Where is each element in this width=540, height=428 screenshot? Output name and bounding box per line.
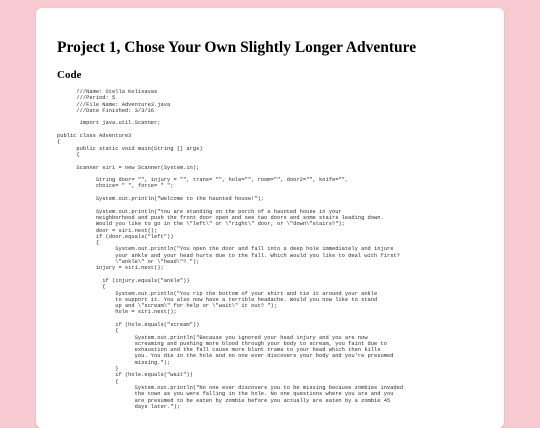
code-block xyxy=(57,89,497,410)
code-line: exhaustion and the fall cause more blunt trama to your head which then kills xyxy=(57,347,381,354)
code-line: { xyxy=(57,151,80,158)
code-line: System.out.println("You open the door and fall into a deep hole immediately and injure xyxy=(57,246,394,253)
code-line: your ankle and your head hurts due to the fall. Which would you like to deal with first? xyxy=(57,252,400,259)
code-line: neighborhood and push the front door open and see two doors and some stairs leading down. xyxy=(57,214,384,221)
code-line: up and \"scream\" for help or \"wait\" it out? "); xyxy=(57,303,277,310)
code-line: ///Date Finished: 3/3/16 xyxy=(57,107,155,114)
code-line: if (hole.equals("scream")) xyxy=(57,321,200,328)
code-line: System.out.println("You are standing on the porch of a haunted house in your xyxy=(57,208,342,215)
code-line: if (door.equals("left")) xyxy=(57,233,174,240)
code-line: are presumed to be eaten by zombie before you actually are eaten by a zombie 45 xyxy=(57,397,391,404)
code-line: missing."); xyxy=(57,359,171,366)
code-line: { xyxy=(57,378,119,385)
code-line: to support it. You also now have a terrible headache. Would you now like to stand xyxy=(57,296,378,303)
code-line: injury = siri.next(); xyxy=(57,265,164,272)
code-line: Would you like to go in the \"left\" or \"right\" door, or \"down\"stairs?"); xyxy=(57,221,345,228)
code-line: ///File Name: Adventure3.java xyxy=(57,101,171,108)
code-line: screaming and pushing more blood through your body to scream, you faint due to xyxy=(57,340,387,347)
code-line: days later."); xyxy=(57,403,180,410)
code-line: Scanner siri = new Scanner(System.in); xyxy=(57,164,200,171)
code-line: door = siri.next(); xyxy=(57,227,158,234)
code-line: \"ankle\" or \"head\"? "); xyxy=(57,259,200,266)
code-line: System.out.println("Welcome to the haunted house!"); xyxy=(57,196,265,203)
code-line: you. You die in the hole and no one ever discovers your body and you're presumed xyxy=(57,353,394,360)
content-card xyxy=(36,8,504,428)
code-line: } xyxy=(57,366,119,373)
code-line: the town as you were falling in the hole. No one questions where you are and you xyxy=(57,391,394,398)
code-line: { xyxy=(57,328,119,335)
code-line: { xyxy=(57,139,61,146)
code-line: choice= " ", force= " "; xyxy=(57,183,174,190)
code-line: ///Name: Stella Kolisavas xyxy=(57,89,158,95)
code-line: String door= "", injury = "", trans= "", hole="", room="", door2="", knife="", xyxy=(57,177,349,184)
code-line: public class Adventure3 xyxy=(57,133,132,140)
code-line: { xyxy=(57,240,100,247)
code-line: import java.util.Scanner; xyxy=(57,120,161,127)
code-line: System.out.println("You rip the bottom of your shirt and tie it around your ankle xyxy=(57,290,378,297)
code-line: hole = siri.next(); xyxy=(57,309,177,316)
code-line: public static void main(String [] args) xyxy=(57,145,203,152)
code-line: { xyxy=(57,284,106,291)
code-line: System.out.println("No one ever discovers you to be missing because zombies invaded xyxy=(57,384,404,391)
page-title: Project 1, Chose Your Own Slightly Longer Adventure xyxy=(57,39,417,56)
section-heading-code: Code xyxy=(57,69,82,81)
code-line: if (injury.equals("ankle")) xyxy=(57,277,190,284)
code-line: if (hole.equals("wait")) xyxy=(57,372,193,379)
code-line: System.out.println("Because you ignored your head injury and you are now xyxy=(57,334,368,341)
code-line: ///Period: 5 xyxy=(57,95,116,102)
